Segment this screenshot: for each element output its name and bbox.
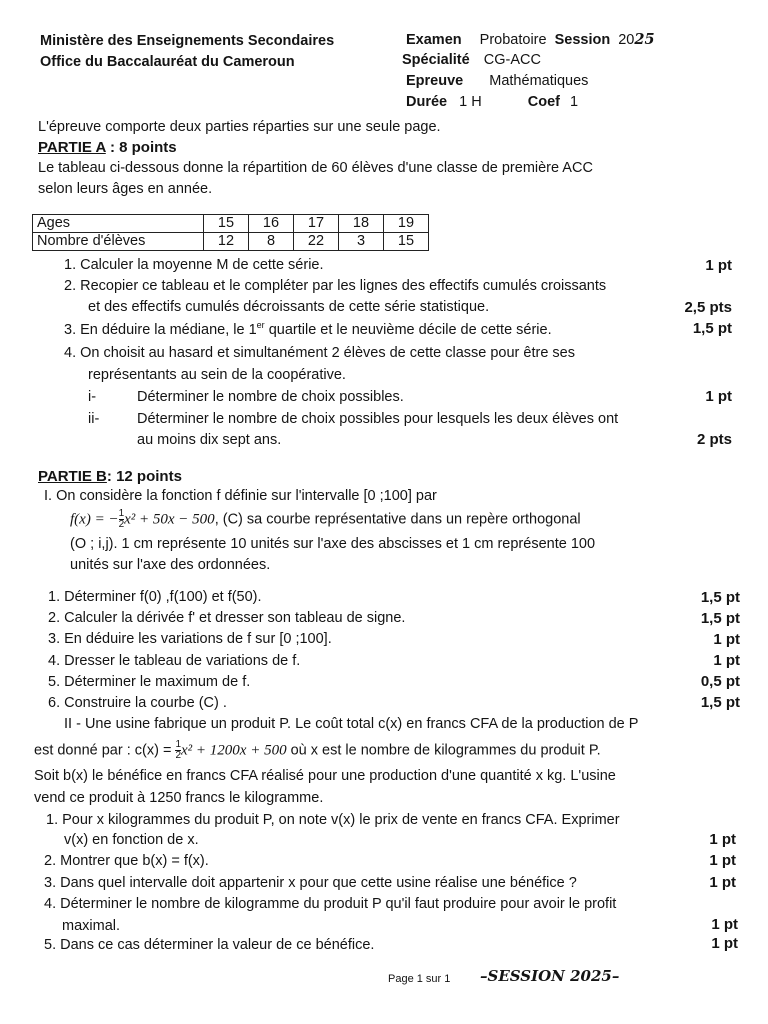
intro-text: L'épreuve comporte deux parties réparties sur une seule page.: [38, 119, 441, 135]
partB-function-definition: [70, 509, 581, 530]
partB-II-q5-points: 1 pt: [711, 935, 738, 952]
partA-q4-line1: 4. On choisit au hasard et simultanément 2 élèves de cette classe pour être ses: [64, 345, 575, 361]
ministry-name: Ministère des Enseignements Secondaires: [40, 33, 335, 49]
partA-q3-points: 1,5 pt: [692, 320, 732, 337]
partB-II-q4-line2: maximal.: [62, 918, 121, 934]
partB-item-6: 6. Construire la courbe (C) .: [48, 695, 227, 711]
page-number: Page 1 sur 1: [388, 973, 451, 985]
partA-q2-points: 2,5 pts: [684, 299, 732, 316]
coef-label: Coef: [527, 94, 560, 110]
table-cell-count: 22: [294, 233, 339, 251]
partA-q4i-points: 1 pt: [705, 388, 732, 405]
specialty-value: CG-ACC: [483, 52, 541, 68]
partA-text-2: selon leurs âges en année.: [38, 181, 213, 197]
partB-item-6-points: 1,5 pt: [700, 694, 740, 711]
duration-line: [406, 94, 578, 110]
subject-value: Mathématiques: [489, 73, 589, 89]
table-row-counts: [33, 233, 429, 251]
partA-title-rest: : 8 points: [105, 139, 177, 156]
exam-value: Probatoire: [479, 32, 547, 48]
office-name: Office du Baccalauréat du Cameroun: [40, 54, 295, 70]
partB-item-2-points: 1,5 pt: [700, 610, 740, 627]
partB-item-3-points: 1 pt: [713, 631, 740, 648]
partA-q1-points: 1 pt: [705, 257, 732, 274]
partB-II-q1-line2: v(x) en fonction de x.: [64, 832, 199, 848]
specialty-line: [402, 52, 541, 68]
partB-item-4: 4. Dresser le tableau de variations de f.: [48, 653, 301, 669]
partB-II-q4-line1: 4. Déterminer le nombre de kilogramme du produit P qu'il faut produire pour avoir le profit: [44, 896, 617, 912]
partB-II-q1-points: 1 pt: [709, 831, 736, 848]
partB-II-q3-points: 1 pt: [709, 874, 736, 891]
f-frac-num: 1: [118, 508, 125, 519]
table-cell-count: 3: [339, 233, 384, 251]
cost-text-a: est donné par : c(x) =: [34, 742, 176, 759]
partB-item-1: 1. Déterminer f(0) ,f(100) et f(50).: [48, 589, 262, 605]
partA-q4ii-line1: Déterminer le nombre de choix possibles pour lesquels les deux élèves ont: [137, 411, 619, 427]
partB-item-2: 2. Calculer la dérivée f' et dresser son tableau de signe.: [48, 610, 406, 626]
table-row-ages: [33, 215, 429, 233]
partA-q4-line2: représentants au sein de la coopérative.: [88, 367, 346, 383]
partB-title: [38, 468, 182, 485]
partA-q1: 1. Calculer la moyenne M de cette série.: [64, 257, 324, 273]
partB-title-underlined: PARTIE B: [38, 468, 107, 485]
partA-q3-sup: er: [256, 320, 265, 330]
partB-item-1-points: 1,5 pt: [700, 589, 740, 606]
partA-q3-b: quartile et le neuvième décile de cette série.: [264, 321, 552, 338]
partB-II-q5: 5. Dans ce cas déterminer la valeur de ce bénéfice.: [44, 937, 375, 953]
table-cell-age: 18: [339, 215, 384, 233]
partB-II-q4-points: 1 pt: [711, 916, 738, 933]
cost-frac-den: 2: [175, 750, 182, 761]
partB-item-5-points: 0,5 pt: [700, 673, 740, 690]
partA-q2-line1: 2. Recopier ce tableau et le compléter par les lignes des effectifs cumulés croissants: [64, 278, 607, 294]
f-def-b: x² + 50x − 500: [124, 511, 215, 528]
partB-II-q2-points: 1 pt: [709, 852, 736, 869]
table-cell-age: 17: [294, 215, 339, 233]
partA-q4i-number: i-: [88, 389, 97, 405]
exam-line: [406, 31, 655, 48]
duration-label: Durée: [406, 94, 448, 110]
partB-repere-line2: unités sur l'axe des ordonnées.: [70, 557, 271, 573]
partB-II-line3: Soit b(x) le bénéfice en francs CFA réalisé pour une production d'une quantité x kg. L'usine: [34, 768, 616, 784]
f-frac-den: 2: [118, 519, 125, 530]
partB-II-line4: vend ce produit à 1250 francs le kilogramme.: [34, 790, 324, 806]
session-handwritten: 25: [634, 31, 655, 48]
partB-repere-line1: (O ; i,j). 1 cm représente 10 unités sur l'axe des abscisses et 1 cm représente 100: [70, 536, 596, 552]
partA-q2-line2: et des effectifs cumulés décroissants de cette série statistique.: [88, 299, 490, 315]
specialty-label: Spécialité: [402, 52, 470, 68]
table-cell-age: 19: [384, 215, 429, 233]
f-def-c: , (C) sa courbe représentative dans un repère orthogonal: [214, 511, 581, 528]
partB-item-4-points: 1 pt: [713, 652, 740, 669]
partB-II-line1: II - Une usine fabrique un produit P. Le coût total c(x) en francs CFA de la production de P: [64, 716, 639, 732]
coef-value: 1: [570, 94, 579, 110]
session-prefix: 20: [618, 32, 635, 48]
table-cell-age: 16: [249, 215, 294, 233]
partA-q4ii-line2: au moins dix sept ans.: [137, 432, 282, 448]
partA-q4ii-points: 2 pts: [696, 431, 732, 448]
subject-line: [406, 73, 588, 89]
table-cell-count: 12: [204, 233, 249, 251]
partA-text-1: Le tableau ci-dessous donne la répartition de 60 élèves d'une classe de première ACC: [38, 160, 593, 176]
partB-item-5: 5. Déterminer le maximum de f.: [48, 674, 251, 690]
session-label: Session: [554, 32, 611, 48]
partA-title: [38, 139, 177, 156]
age-distribution-table: [32, 214, 429, 251]
partA-q3: [64, 320, 552, 338]
duration-value: 1 H: [459, 94, 482, 110]
partA-q4i: Déterminer le nombre de choix possibles.: [137, 389, 404, 405]
cost-text-b: x² + 1200x + 500: [181, 742, 287, 759]
partB-item-3: 3. En déduire les variations de f sur [0 ;100].: [48, 631, 332, 647]
partB-II-q3: 3. Dans quel intervalle doit appartenir x pour que cette usine réalise une bénéfice ?: [44, 875, 577, 891]
table-cell-age: 15: [204, 215, 249, 233]
footer-handwritten-session: –SESSION 2025–: [480, 967, 620, 985]
subject-label: Epreuve: [406, 73, 464, 89]
cost-text-c: où x est le nombre de kilogrammes du produit P.: [286, 742, 601, 759]
table-header-ages: Ages: [33, 215, 204, 233]
f-def-a: f(x) = −: [70, 511, 119, 528]
partB-I-intro: I. On considère la fonction f définie sur l'intervalle [0 ;100] par: [44, 488, 437, 504]
table-cell-count: 15: [384, 233, 429, 251]
cost-frac-num: 1: [175, 739, 182, 750]
table-header-counts: Nombre d'élèves: [33, 233, 204, 251]
partB-II-cost-function: [34, 740, 601, 761]
partA-q3-a: 3. En déduire la médiane, le 1: [64, 321, 257, 338]
partB-II-q2: 2. Montrer que b(x) = f(x).: [44, 853, 209, 869]
partA-title-underlined: PARTIE A: [38, 139, 106, 156]
partB-title-rest: : 12 points: [106, 468, 182, 485]
exam-label: Examen: [406, 32, 462, 48]
partA-q4ii-number: ii-: [88, 411, 100, 427]
table-cell-count: 8: [249, 233, 294, 251]
partB-II-q1-line1: 1. Pour x kilogrammes du produit P, on note v(x) le prix de vente en francs CFA. Exprimer: [46, 812, 620, 828]
